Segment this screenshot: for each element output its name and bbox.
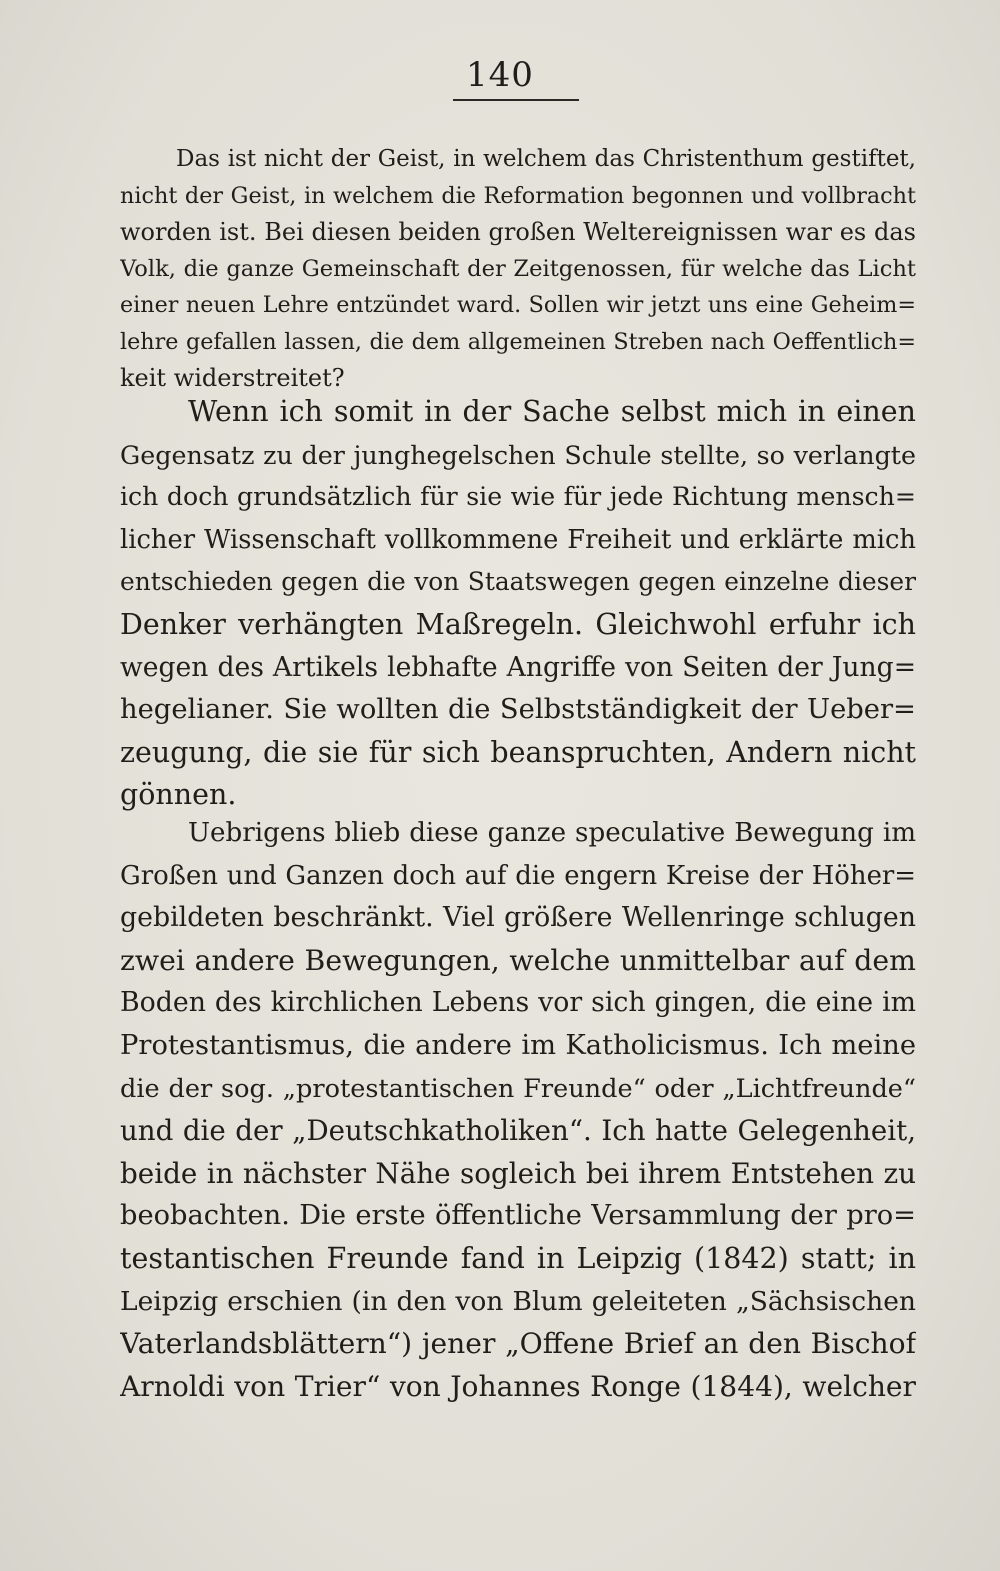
text-line: Boden des kirchlichen Lebens vor sich gingen, die eine im xyxy=(120,987,916,1019)
text-line: Leipzig erschien (in den von Blum geleiteten „Sächsischen xyxy=(120,1285,916,1317)
text-line: gönnen. xyxy=(120,778,237,812)
paragraph-3 xyxy=(120,812,916,1408)
text-line: zeugung, die sie für sich beanspruchten, Andern nicht xyxy=(120,735,916,769)
text-line: Das ist nicht der Geist, in welchem das Christenthum gestiftet, xyxy=(176,146,916,172)
text-line: testantischen Freunde fand in Leipzig (1842) statt; in xyxy=(120,1241,916,1275)
text-line: Denker verhängten Maßregeln. Gleichwohl erfuhr ich xyxy=(120,607,916,641)
page-number-rule xyxy=(453,99,579,101)
text-line: beobachten. Die erste öffentliche Versammlung der pro= xyxy=(120,1200,916,1232)
text-line: beide in nächster Nähe sogleich bei ihrem Entstehen zu xyxy=(120,1156,916,1190)
text-line: Gegensatz zu der junghegelschen Schule stellte, so verlangte xyxy=(120,439,916,470)
text-line: Protestantismus, die andere im Katholicismus. Ich meine xyxy=(120,1029,916,1061)
text-line: Volk, die ganze Gemeinschaft der Zeitgenossen, für welche das Licht xyxy=(120,255,916,282)
text-line: keit widerstreitet? xyxy=(120,364,345,392)
text-line: Großen und Ganzen doch auf die engern Kreise der Höher= xyxy=(120,860,916,891)
text-line: wegen des Artikels lebhafte Angriffe von Seiten der Jung= xyxy=(120,651,916,683)
text-line: ich doch grundsätzlich für sie wie für jede Richtung mensch= xyxy=(120,482,916,512)
paragraph-2 xyxy=(120,391,916,817)
text-line: Vaterlandsblättern“) jener „Offene Brief an den Bischof xyxy=(120,1327,916,1361)
text-line: nicht der Geist, in welchem die Reformation begonnen und vollbracht xyxy=(120,182,916,209)
text-line: worden ist. Bei diesen beiden großen Weltereignissen war es das xyxy=(120,218,916,246)
text-line: Arnoldi von Trier“ von Johannes Ronge (1844), welcher xyxy=(120,1369,916,1403)
text-line: Uebrigens blieb diese ganze speculative Bewegung im xyxy=(188,818,916,848)
text-line: licher Wissenschaft vollkommene Freiheit und erklärte mich xyxy=(120,524,916,555)
text-line: einer neuen Lehre entzündet ward. Sollen wir jetzt uns eine Geheim= xyxy=(120,292,916,318)
text-line: zwei andere Bewegungen, welche unmittelbar auf dem xyxy=(120,943,916,977)
text-line: gebildeten beschränkt. Viel größere Wellenringe schlugen xyxy=(120,902,916,934)
page-number: 140 xyxy=(466,55,534,95)
text-line: Wenn ich somit in der Sache selbst mich in einen xyxy=(188,395,916,428)
text-line: hegelianer. Sie wollten die Selbstständigkeit der Ueber= xyxy=(120,694,916,726)
text-line: entschieden gegen die von Staatswegen gegen einzelne dieser xyxy=(120,567,916,597)
text-line: und die der „Deutschkatholiken“. Ich hatte Gelegenheit, xyxy=(120,1114,916,1148)
paragraph-1 xyxy=(120,141,916,397)
text-line: die der sog. „protestantischen Freunde“ oder „Lichtfreunde“ xyxy=(120,1073,916,1104)
text-line: lehre gefallen lassen, die dem allgemeinen Streben nach Oeffentlich= xyxy=(120,328,916,355)
